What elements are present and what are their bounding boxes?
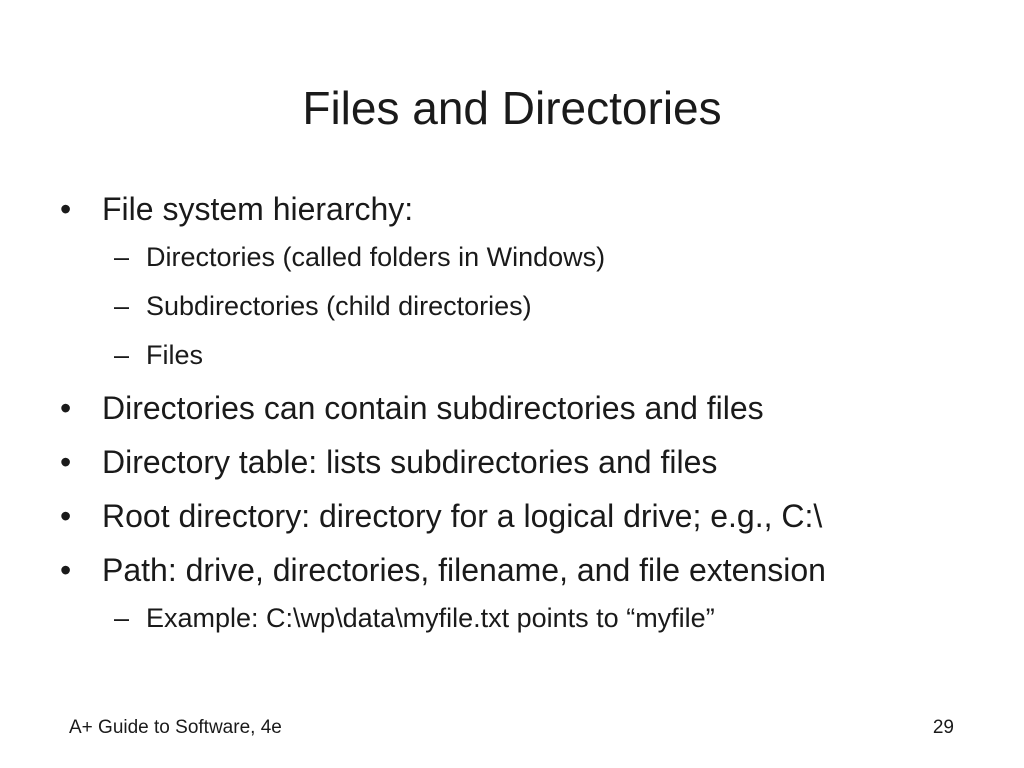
sub-bullet-text: Subdirectories (child directories): [146, 291, 532, 321]
bullet-marker: •: [60, 191, 72, 227]
bullet-item: [58, 494, 998, 538]
sub-bullet-text: Files: [146, 340, 204, 370]
sub-bullet-list: [58, 600, 998, 636]
bullet-item: [58, 548, 998, 592]
bullet-marker: •: [60, 444, 72, 480]
sub-bullet-list: [58, 239, 998, 373]
sub-bullet-marker: –: [114, 291, 130, 321]
slide-title: Files and Directories: [302, 82, 722, 134]
bullet-text: Directories can contain subdirectories and files: [102, 390, 764, 426]
bullet-marker: •: [60, 390, 72, 426]
sub-bullet-item: [114, 600, 998, 636]
sub-bullet-marker: –: [114, 242, 130, 272]
sub-bullet-marker: –: [114, 603, 130, 633]
bullet-text: Path: drive, directories, filename, and file extension: [102, 552, 826, 588]
bullet-item: [58, 386, 998, 430]
slide-body: [58, 187, 998, 649]
sub-bullet-text: Example: C:\wp\data\myfile.txt points to “myfile”: [146, 603, 715, 633]
sub-bullet-item: [114, 288, 998, 324]
bullet-marker: •: [60, 498, 72, 534]
sub-bullet-item: [114, 337, 998, 373]
sub-bullet-marker: –: [114, 340, 130, 370]
bullet-item: [58, 187, 998, 231]
bullet-text: Root directory: directory for a logical drive; e.g., C:\: [102, 498, 823, 534]
bullet-marker: •: [60, 552, 72, 588]
page-number: 29: [932, 717, 954, 738]
bullet-item: [58, 440, 998, 484]
footer-book-title: A+ Guide to Software, 4e: [69, 717, 282, 738]
sub-bullet-item: [114, 239, 998, 275]
bullet-text: File system hierarchy:: [102, 191, 414, 227]
bullet-text: Directory table: lists subdirectories and files: [102, 444, 718, 480]
sub-bullet-text: Directories (called folders in Windows): [146, 242, 606, 272]
